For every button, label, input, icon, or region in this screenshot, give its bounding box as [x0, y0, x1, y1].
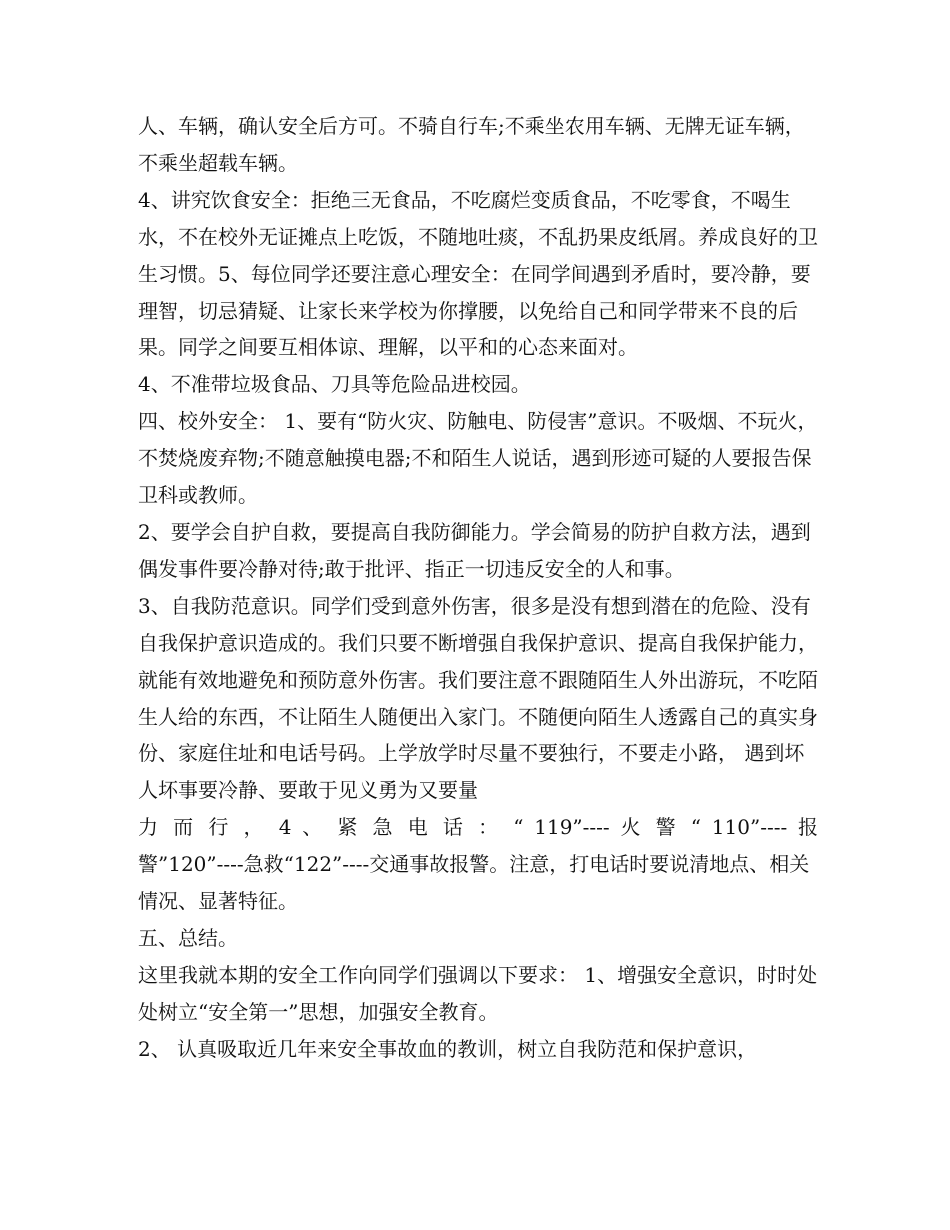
- paragraph-summary-requirement-2: 2、 认真吸取近几年来安全事故血的教训，树立自我防范和保护意识，: [138, 1036, 758, 1061]
- paragraph-vehicle-safety: 人、车辆，确认安全后方可。不骑自行车;不乘坐农用车辆、无牌无证车辆，不乘坐超载车辆。: [138, 114, 805, 175]
- paragraph-off-campus-safety: 四、校外安全： 1、要有“防火灾、防触电、防侵害”意识。不吸烟、不玩火，不焚烧废弃物;不随意触摸电器;不和陌生人说话，遇到形迹可疑的人要报告保卫科或教师。: [138, 409, 818, 508]
- document-body: [138, 108, 818, 1068]
- paragraph-self-protection: 3、自我防范意识。同学们受到意外伤害，很多是没有想到潜在的危险、没有自我保护意识造成的。我们只要不断增强自我保护意识、提高自我保护能力，就能有效地避免和预防意外伤害。我们要注意不跟随陌生人外出游玩，不吃陌生人给的东西，不让陌生人随便出入家门。不随便向陌生人透露自己的真实身份、家庭住址和电话号码。上学放学时尽量不要独行，不要走小路， 遇到坏人坏事要冷静、要敢于见义勇为又要量: [138, 593, 818, 803]
- paragraph-summary-requirement-1: 这里我就本期的安全工作向同学们强调以下要求： 1、增强安全意识，时时处处树立“安全第一”思想，加强安全教育。: [138, 962, 818, 1024]
- paragraph-self-rescue: 2、要学会自护自救，要提高自我防御能力。学会简易的防护自救方法，遇到偶发事件要冷静对待;敢于批评、指正一切违反安全的人和事。: [138, 519, 811, 581]
- paragraph-summary-heading: 五、总结。: [138, 925, 238, 950]
- paragraph-no-dangerous-items: 4、不准带垃圾食品、刀具等危险品进校园。: [138, 372, 531, 397]
- paragraph-emergency-numbers: 警”120”----急救“122”----交通事故报警。注意，打电话时要说清地点、相关情况、显著特征。: [138, 852, 810, 914]
- paragraph-emergency-line: 力 而 行 ， 4 、 紧 急 电 话 ： “ 119”---- 火 警 “ 110”---- 报: [138, 815, 818, 840]
- paragraph-food-and-mental-safety: 4、讲究饮食安全：拒绝三无食品，不吃腐烂变质食品，不吃零食，不喝生水，不在校外无证摊点上吃饭，不随地吐痰，不乱扔果皮纸屑。养成良好的卫生习惯。5、每位同学还要注意心理安全：在同学间遇到矛盾时，要冷静，要理智，切忌猜疑、让家长来学校为你撑腰，以免给自己和同学带来不良的后果。同学之间要互相体谅、理解，以平和的心态来面对。: [138, 187, 818, 360]
